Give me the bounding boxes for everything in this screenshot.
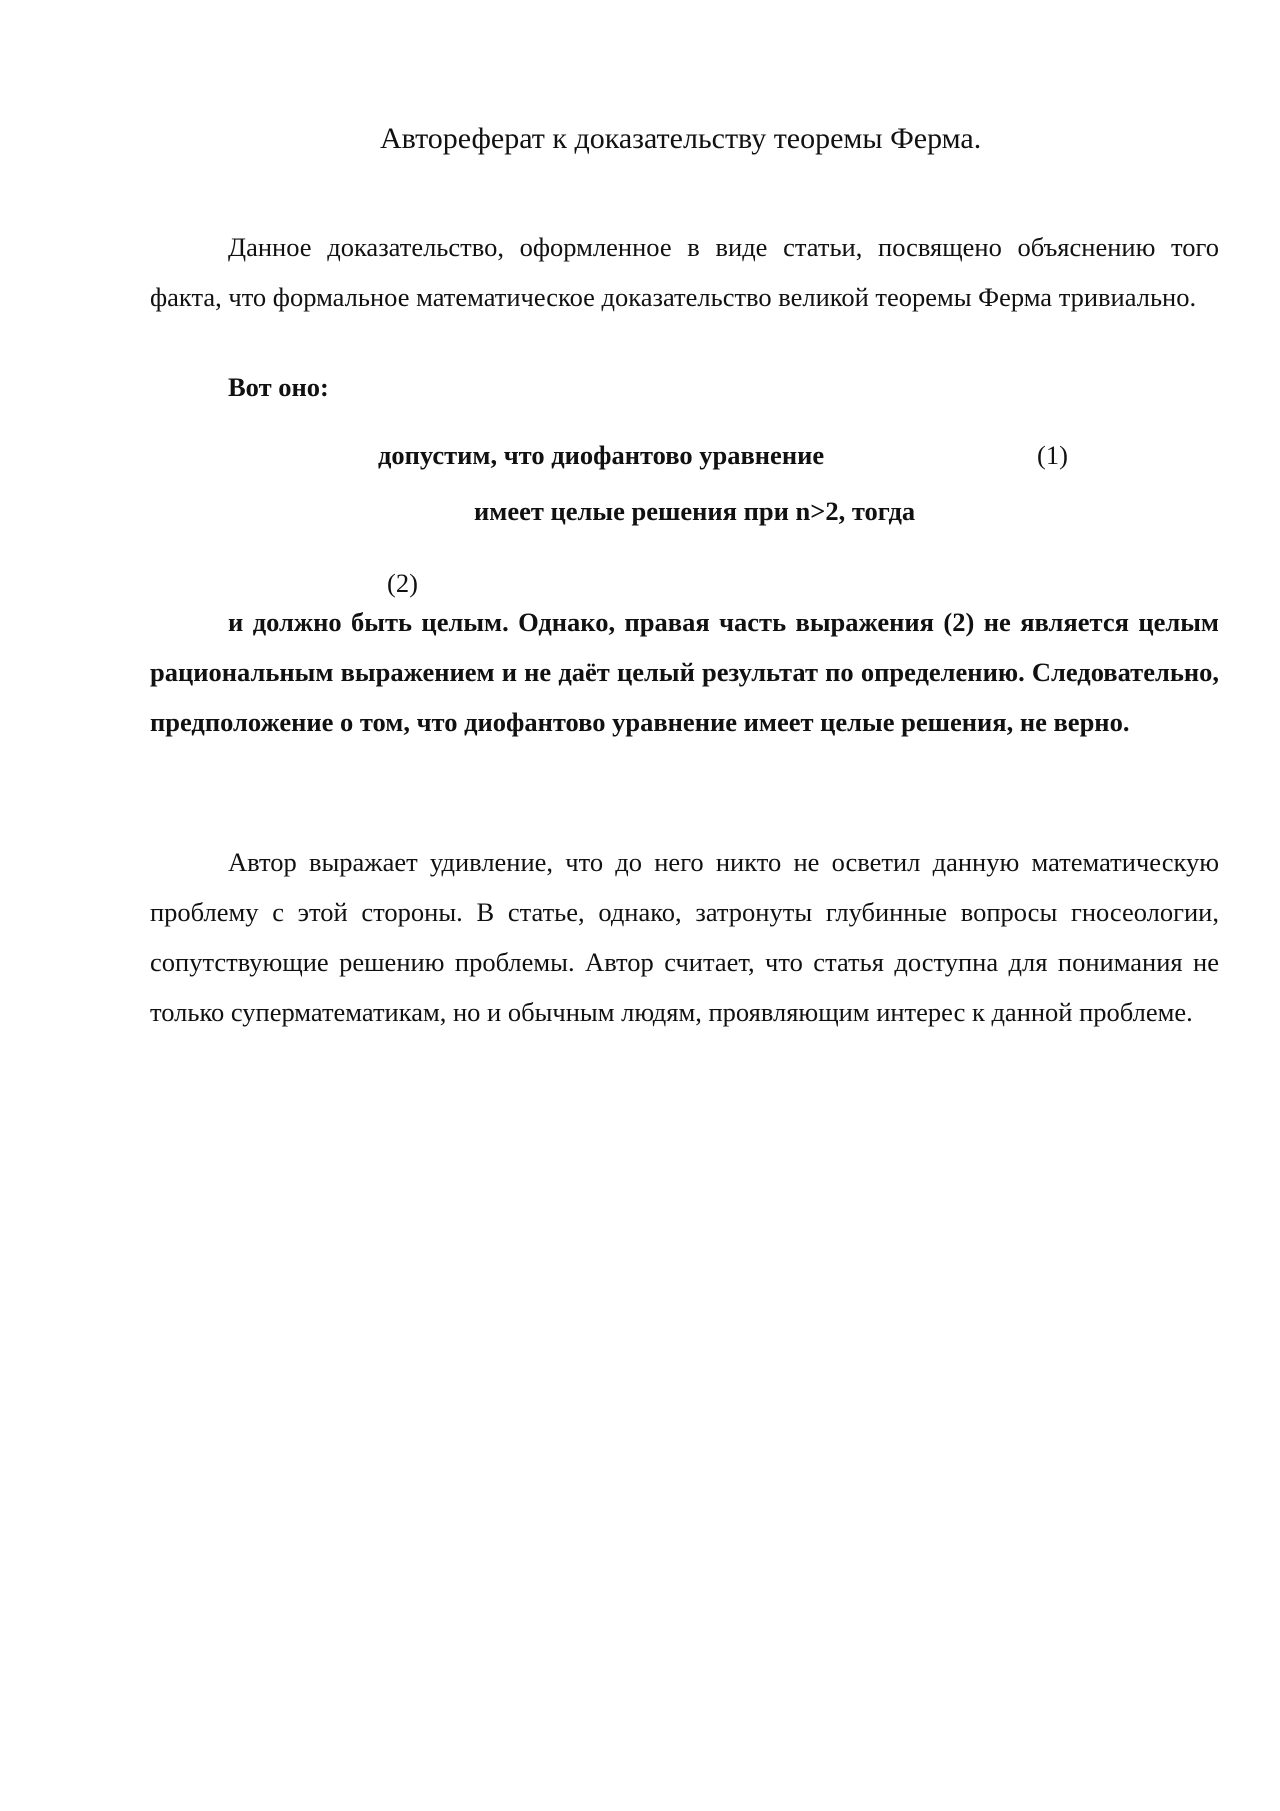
equation-1-text: допустим, что диофантово уравнение [378, 440, 825, 470]
paragraph-proof: и должно быть целым. Однако, правая часть выражения (2) не является целым рациональным выражением и не даёт целый результат по определению. Следовательно, предположение о том, что диофантово уравнение имеет целые решения, не верно. [150, 607, 1219, 737]
proof-label: Вот оно: [228, 372, 329, 402]
paragraph-author: Автор выражает удивление, что до него никто не осветил данную математическую проблему с этой стороны. В статье, однако, затронуты глубинные вопросы гносеологии, сопутствующие решению проблемы. Автор считает, что статья доступна для понимания не только суперматематикам, но и обычным людям, проявляющим интерес к данной проблеме. [150, 847, 1219, 1027]
equation-1-continuation: имеет целые решения при n>2, тогда [474, 496, 916, 526]
paragraph-intro: Данное доказательство, оформленное в виде статьи, посвящено объяснению того факта, что формальное математическое доказательство великой теоремы Ферма тривиально. [150, 232, 1219, 312]
document-title: Автореферат к доказательству теоремы Ферма. [380, 122, 982, 155]
equation-2-number: (2) [387, 568, 418, 598]
equation-1-number: (1) [1037, 440, 1068, 470]
